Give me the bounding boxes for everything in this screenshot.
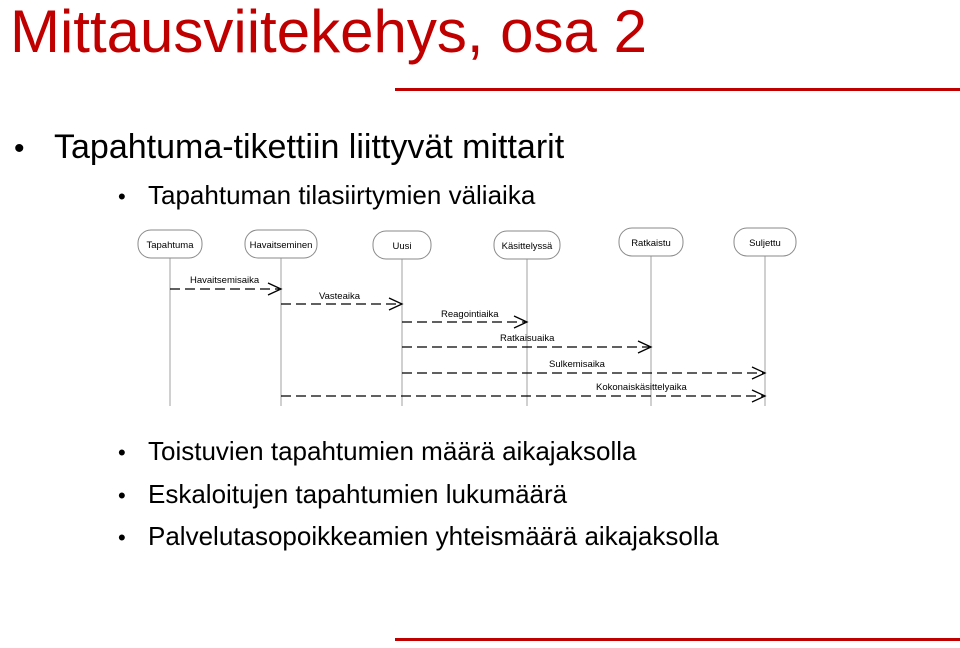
state-box-1 xyxy=(245,230,317,258)
bullet-text: Eskaloitujen tapahtumien lukumäärä xyxy=(148,479,568,509)
state-box-4 xyxy=(619,228,683,256)
bullet-dot-icon: • xyxy=(14,132,25,165)
interval-label-3: Ratkaisuaika xyxy=(500,333,555,344)
interval-label-0: Havaitsemisaika xyxy=(190,275,260,286)
bullet-bottom-2 xyxy=(118,521,719,552)
bullet-bottom-1 xyxy=(118,479,567,510)
interval-label-2: Reagointiaika xyxy=(441,309,499,320)
state-label: Havaitseminen xyxy=(249,240,313,251)
slide-title: Mittausviitekehys, osa 2 xyxy=(10,0,647,65)
state-box-5 xyxy=(734,228,796,256)
state-label: Tapahtuma xyxy=(146,240,194,251)
bullet-bottom-0 xyxy=(118,436,637,467)
bullet-dot-icon: • xyxy=(118,440,126,465)
state-box-3 xyxy=(494,231,560,259)
state-box-2 xyxy=(373,231,431,259)
state-box-0 xyxy=(138,230,202,258)
state-label: Uusi xyxy=(392,241,412,252)
state-label: Käsittelyssä xyxy=(501,241,553,252)
bullet-text: Toistuvien tapahtumien määrä aikajaksolla xyxy=(148,436,637,466)
state-label: Suljettu xyxy=(749,238,781,249)
interval-label-1: Vasteaika xyxy=(319,291,361,302)
bullet-text: Tapahtuman tilasiirtymien väliaika xyxy=(148,180,536,210)
bullet-dot-icon: • xyxy=(118,483,126,508)
bullet-dot-icon: • xyxy=(118,525,126,550)
state-label: Ratkaistu xyxy=(631,238,671,249)
bullet-text: Palvelutasopoikkeamien yhteismäärä aikajaksolla xyxy=(148,521,719,551)
interval-label-4: Sulkemisaika xyxy=(549,359,605,370)
title-underline-bottom xyxy=(395,638,960,641)
interval-label-5: Kokonaiskäsittelyaika xyxy=(596,382,687,393)
bullet-text: Tapahtuma-tikettiin liittyvät mittarit xyxy=(54,128,565,166)
bullet-dot-icon: • xyxy=(118,184,126,209)
